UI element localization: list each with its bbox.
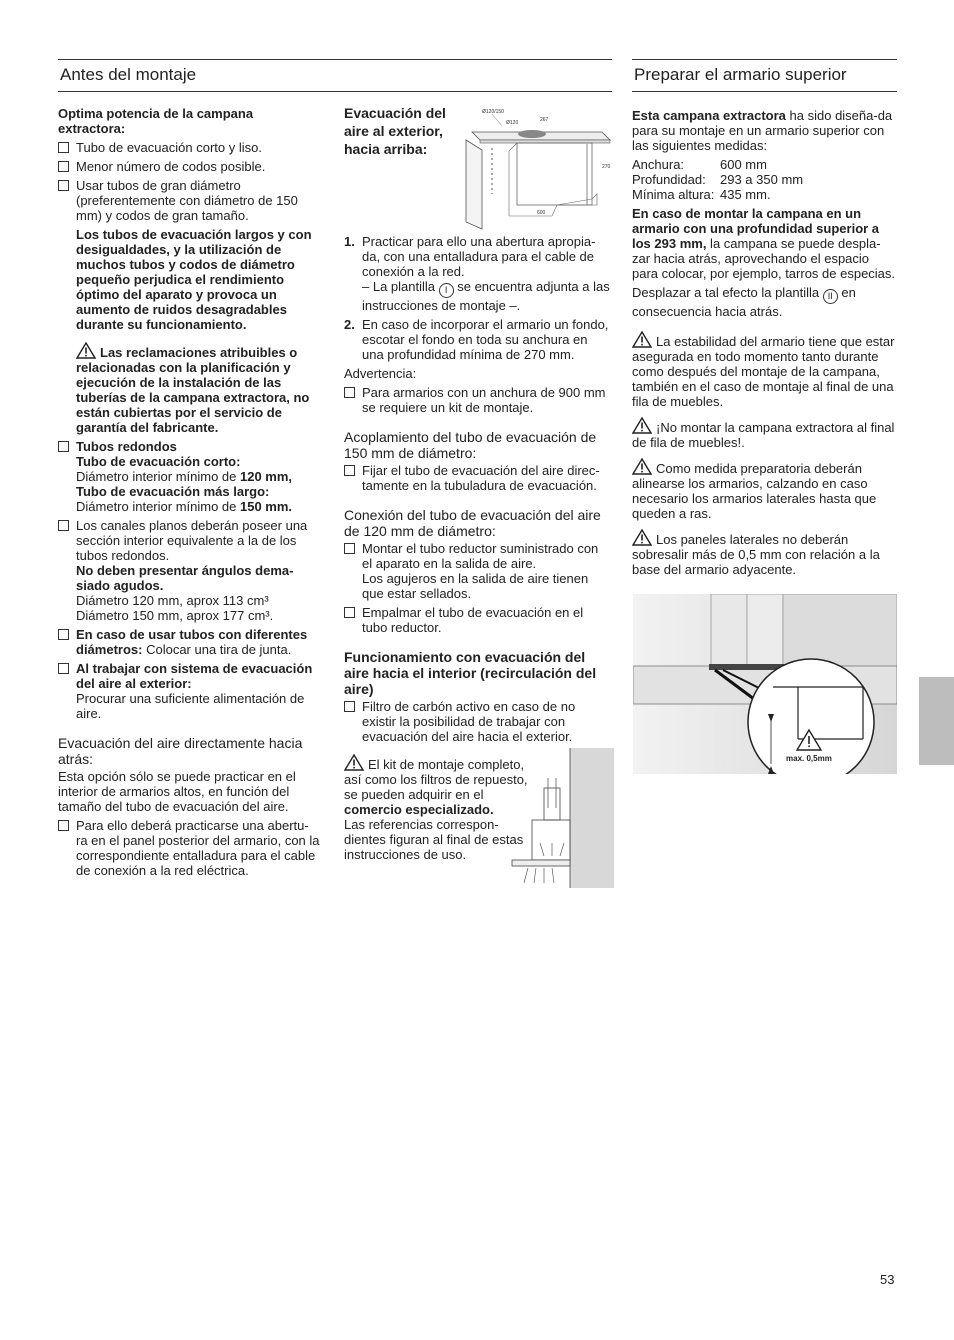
diagram-label: Ø120 bbox=[506, 120, 519, 126]
dimensions-row: Profundidad: 293 a 350 mm bbox=[632, 172, 804, 187]
side-tab bbox=[919, 677, 954, 765]
list-item: Montar el tubo reductor suministrado con el aparato en la salida de aire. Los agujeros en la salida de aire tienen que estar sellados. bbox=[344, 541, 610, 601]
warning-icon bbox=[632, 529, 652, 546]
warning-end-row: ¡No montar la campana extractora al final de fila de muebles!. bbox=[632, 417, 897, 450]
template-i-icon: I bbox=[439, 283, 454, 298]
section-header-right bbox=[632, 59, 897, 92]
cabinet-diagram bbox=[462, 104, 612, 232]
diagram-label: 267 bbox=[540, 117, 549, 123]
bold-paragraph: Los tubos de evacuación largos y con desigualdades, y la utilización de muchos tubos y codos de diámetro pequeño perjudica el rendimiento óptimo del aparato y provoca un aumento de ruidos desagradables durante su funcionamiento. bbox=[76, 227, 312, 332]
section-title-preparar: Preparar el armario superior bbox=[634, 65, 847, 84]
warning-icon bbox=[632, 458, 652, 475]
warning-icon bbox=[632, 331, 652, 348]
warning-paragraph: Las reclamaciones atribuibles o relacionadas con la planificación y ejecución de la instalación de las tuberías de la campana extractora, no están cubiertas por el servicio de garantía del fabricante. bbox=[58, 342, 320, 435]
recirculation-diagram bbox=[504, 748, 614, 888]
heading-recirculation: Funcionamiento con evacuación del aire hacia el interior (recirculación del aire) bbox=[344, 649, 597, 697]
deep-cabinet-text: En caso de montar la campana en un armario con una profundidad superior a los 293 mm, la campana se puede despla-zar hacia atrás, aprovechando el espacio para colocar, por ejemplo, tarros de especias. bbox=[632, 206, 896, 281]
column-right bbox=[632, 59, 897, 581]
list-item: Usar tubos de gran diámetro (preferentemente con diámetro de 150 mm) y codos de gran tamaño. bbox=[58, 178, 320, 223]
warning-icon bbox=[344, 754, 364, 771]
column-middle bbox=[344, 104, 610, 889]
cabinet-gap-photo bbox=[633, 594, 897, 774]
dimensions-row: Anchura: 600 mm bbox=[632, 157, 767, 172]
list-item: Tubo de evacuación corto y liso. bbox=[58, 140, 320, 155]
gap-label: max. 0,5mm bbox=[786, 754, 832, 763]
back-heading: Evacuación del aire directamente hacia atrás: bbox=[58, 735, 303, 767]
back-text: Esta opción sólo se puede practicar en el interior de armarios altos, en función del tamaño del tubo de evacuación del aire. bbox=[58, 769, 296, 814]
up-heading: Evacuación del aire al exterior, hacia arriba: bbox=[344, 105, 446, 157]
warning-panels: Los paneles laterales no deberán sobresalir más de 0,5 mm con relación a la base del armario adyacente. bbox=[632, 529, 897, 577]
section-title-antes: Antes del montaje bbox=[60, 65, 197, 84]
list-item: Tubos redondos Tubo de evacuación corto: Diámetro interior mínimo de 120 mm, Tubo de evacuación más largo: Diámetro interior mínimo de 150 mm. bbox=[58, 439, 320, 514]
step-2: 2. En caso de incorporar el armario un fondo, escotar el fondo en toda su anchura en una profundidad mínima de 270 mm. bbox=[344, 317, 609, 362]
heading-150: Acoplamiento del tubo de evacuación de 150 mm de diámetro: bbox=[344, 429, 597, 461]
list-item: Menor número de codos posible. bbox=[58, 159, 320, 174]
section-header-left bbox=[58, 59, 612, 92]
kit-note: El kit de montaje completo, así como los filtros de repuesto, se pueden adquirir en el comercio especializado. Las referencias correspon-dientes figuran al final de estas instrucciones de uso. bbox=[344, 754, 534, 862]
list-item: Empalmar el tubo de evacuación en el tubo reductor. bbox=[344, 605, 610, 635]
diagram-label: 600 bbox=[537, 210, 546, 216]
list-item: Para ello deberá practicarse una abertu-ra en el panel posterior del armario, con la correspondiente entalladura para el cable de conexión a la red eléctrica. bbox=[58, 818, 320, 878]
heading-120: Conexión del tubo de evacuación del aire de 120 mm de diámetro: bbox=[344, 507, 601, 539]
intro-text: Esta campana extractora ha sido diseña-da para su montaje en un armario superior con las siguientes medidas: bbox=[632, 108, 893, 153]
page-number: 53 bbox=[880, 1272, 895, 1287]
diagram-label: Ø120/150 bbox=[482, 109, 504, 115]
warning-align: Como medida preparatoria deberán alinearse los armarios, calzando en caso necesario los armarios laterales hasta que queden a ras. bbox=[632, 458, 897, 521]
list-item: Fijar el tubo de evacuación del aire direc-tamente en la tubuladura de evacuación. bbox=[344, 463, 610, 493]
column-left bbox=[58, 106, 320, 882]
move-template-text: Desplazar a tal efecto la plantilla II en consecuencia hacia atrás. bbox=[632, 285, 856, 319]
list-item: Para armarios con un anchura de 900 mm se requiere un kit de montaje. bbox=[344, 385, 610, 415]
warning-icon bbox=[632, 417, 652, 434]
template-ii-icon: II bbox=[823, 289, 838, 304]
list-item: Filtro de carbón activo en caso de no existir la posibilidad de trabajar con evacuación del aire hacia el exterior. bbox=[344, 699, 610, 744]
list-item: En caso de usar tubos con diferentes diámetros: Colocar una tira de junta. bbox=[58, 627, 320, 657]
list-item: Los canales planos deberán poseer una sección interior equivalente a la de los tubos redondos. No deben presentar ángulos dema-siado agudos. Diámetro 120 mm, aprox 113 cm³ Diámetro 150 mm, aprox 177 cm³. bbox=[58, 518, 320, 623]
warning-icon bbox=[76, 342, 96, 359]
diagram-label: 270 bbox=[602, 164, 611, 170]
intro-heading: Optima potencia de la campana extractora: bbox=[58, 106, 254, 136]
list-item: Al trabajar con sistema de evacuación del aire al exterior: Procurar una suficiente alimentación de aire. bbox=[58, 661, 320, 721]
dimensions-row: Mínima altura: 435 mm. bbox=[632, 187, 771, 202]
step-1: 1. Practicar para ello una abertura apropia-da, con una entalladura para el cable de conexión a la red. – La plantilla I se encuentra adjunta a las instrucciones de montaje –. bbox=[344, 234, 610, 313]
warning-stability: La estabilidad del armario tiene que estar asegurada en todo momento tanto durante como después del montaje de la campana, también en el caso de montaje al final de una fila de muebles. bbox=[632, 331, 897, 409]
advertencia-title: Advertencia: bbox=[344, 366, 417, 381]
